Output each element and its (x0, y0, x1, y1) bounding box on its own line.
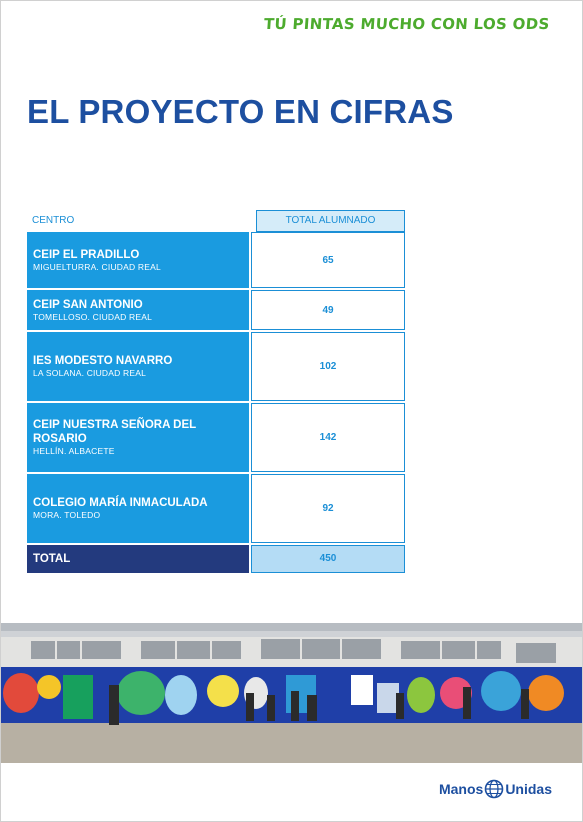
campaign-tagline: TÚ PINTAS MUCHO CON LOS ODS (263, 15, 551, 33)
table-row (27, 474, 405, 545)
school-location: TOMELLOSO. CIUDAD REAL (33, 311, 153, 322)
table-row (27, 332, 405, 403)
school-location: LA SOLANA. CIUDAD REAL (33, 368, 147, 378)
student-count: 92 (251, 474, 405, 543)
figures-table (27, 210, 405, 573)
logo-text-left: Manos (438, 781, 484, 797)
manos-unidas-logo (439, 779, 552, 799)
school-name: IES MODESTO NAVARRO (33, 355, 173, 367)
table-header (27, 210, 405, 232)
school-cell (27, 232, 249, 288)
total-row (27, 545, 405, 573)
school-cell (27, 332, 249, 401)
logo-text-right: Unidas (505, 781, 552, 797)
student-count: 65 (251, 232, 405, 288)
school-location: MORA. TOLEDO (33, 510, 101, 520)
school-cell (27, 403, 249, 472)
school-cell (27, 474, 249, 543)
student-count: 102 (251, 332, 405, 401)
school-name: CEIP NUESTRA SEÑORA DEL (33, 419, 197, 431)
school-name: COLEGIO MARÍA INMACULADA (33, 497, 208, 509)
school-cell (27, 290, 249, 330)
student-count: 142 (251, 403, 405, 472)
table-row (27, 232, 405, 290)
school-name: CEIP SAN ANTONIO (33, 298, 143, 311)
column-header-total: TOTAL ALUMNADO (256, 210, 405, 232)
total-label: TOTAL (27, 545, 249, 573)
school-location: MIGUELTURRA. CIUDAD REAL (33, 261, 161, 272)
school-location: HELLÍN. ALBACETE (33, 446, 115, 456)
page-title: EL PROYECTO EN CIFRAS (27, 93, 454, 130)
table-row (27, 290, 405, 332)
globe-icon (484, 779, 504, 799)
column-header-center: CENTRO (32, 215, 75, 226)
student-count: 49 (251, 290, 405, 330)
table-row (27, 403, 405, 474)
school-name-continued: ROSARIO (33, 433, 87, 445)
school-name: CEIP EL PRADILLO (33, 248, 140, 261)
mural-photo (1, 623, 583, 763)
total-value: 450 (251, 545, 405, 573)
